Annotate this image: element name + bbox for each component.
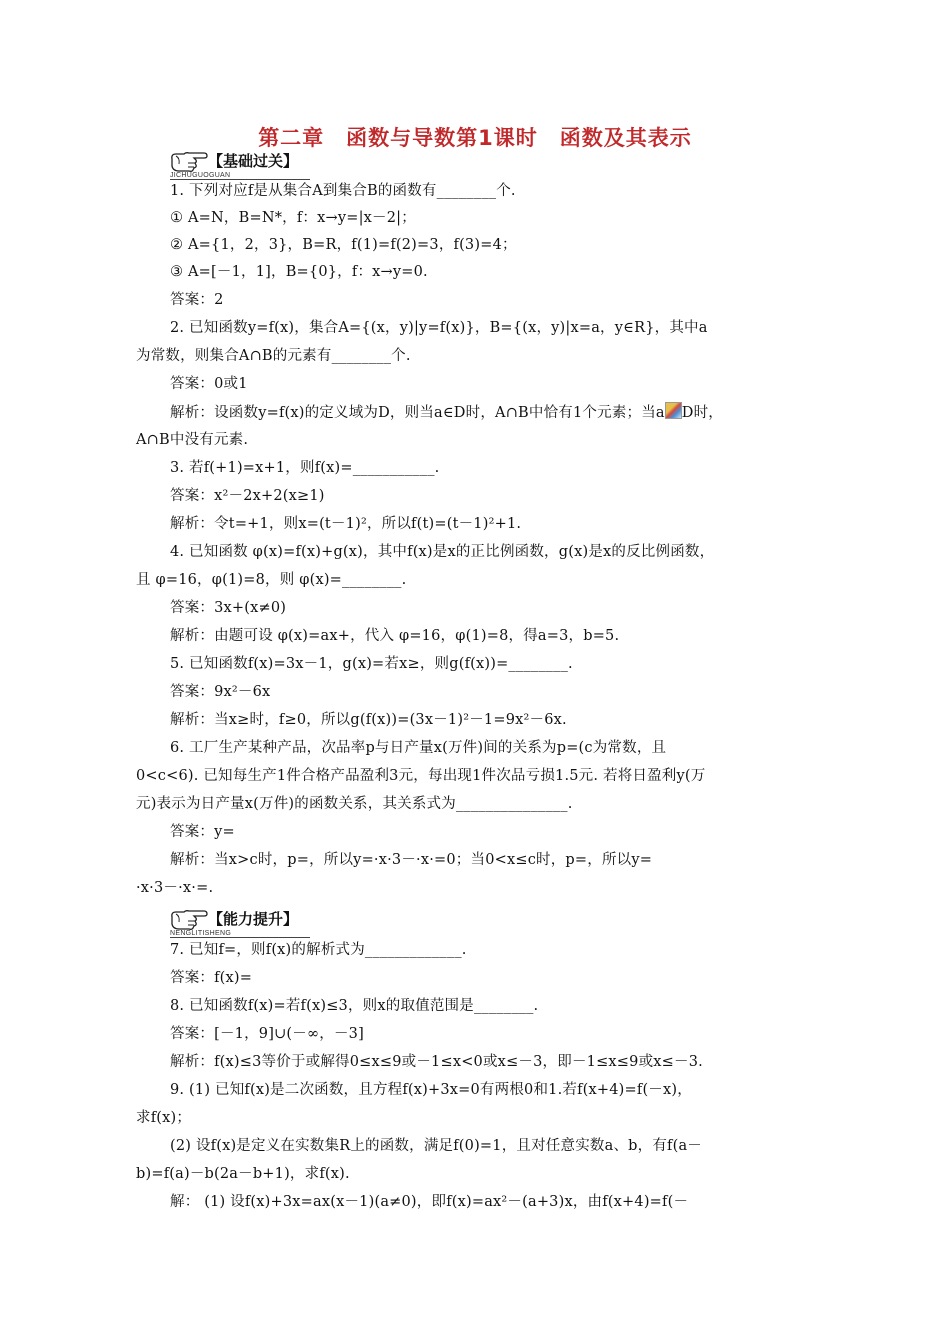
page-title: 第二章 函数与导数第1课时 函数及其表示	[258, 126, 692, 150]
answer-6: 答案：y=	[170, 824, 235, 840]
answer-1: 答案：2	[170, 292, 224, 308]
question-6-cont-1: 0<c<6). 已知每生产1件合格产品盈利3元，每出现1件次品亏损1.5元. 若将日盈利y(万	[136, 768, 706, 784]
section-title: 【基础过关】	[208, 152, 299, 170]
answer-7: 答案：f(x)=	[170, 970, 253, 986]
answer-3: 答案：x²－2x+2(x≥1)	[170, 488, 325, 504]
analysis-8: 解析：f(x)≤3等价于或解得0≤x≤9或－1≤x<0或x≤－3，即－1≤x≤9或x≤－3.	[170, 1054, 703, 1070]
question-4-cont: 且 φ=16，φ(1)=8，则 φ(x)=________.	[136, 572, 407, 588]
option-1: ① A=N，B=N*，f：x→y=|x－2|；	[170, 210, 416, 226]
analysis-6: 解析：当x>c时，p=，所以y=·x·3－·x·=0；当0<x≤c时，p=，所以y=	[170, 852, 653, 868]
solution-9: 解： (1) 设f(x)+3x=ax(x－1)(a≠0)，即f(x)=ax²－(a+3)x，由f(x+4)=f(－	[170, 1194, 689, 1210]
analysis-2-part2: D时，	[681, 405, 724, 421]
analysis-5: 解析：当x≥时，f≥0，所以g(f(x))=(3x－1)²－1=9x²－6x.	[170, 712, 567, 728]
pointing-hand-icon	[170, 908, 210, 932]
question-9-part2: (2) 设f(x)是定义在实数集R上的函数，满足f(0)=1，且对任意实数a、b，有f(a－	[170, 1138, 702, 1154]
question-5: 5. 已知函数f(x)=3x－1，g(x)=若x≥，则g(f(x))=________.	[170, 656, 573, 672]
analysis-6-cont: ·x·3－·x·=.	[136, 880, 214, 896]
section-divider	[170, 179, 310, 180]
question-6-cont-2: 元)表示为日产量x(万件)的函数关系，其关系式为_______________.	[136, 796, 573, 812]
answer-4: 答案：3x+(x≠0)	[170, 600, 287, 616]
question-8: 8. 已知函数f(x)=若f(x)≤3，则x的取值范围是________.	[170, 998, 539, 1014]
analysis-2	[170, 402, 723, 423]
question-4: 4. 已知函数 φ(x)=f(x)+g(x)，其中f(x)是x的正比例函数，g(x)是x的反比例函数，	[170, 544, 715, 560]
question-7: 7. 已知f=，则f(x)的解析式为_____________.	[170, 942, 467, 958]
broken-image-icon	[665, 402, 682, 419]
question-3: 3. 若f(+1)=x+1，则f(x)=___________.	[170, 460, 440, 476]
analysis-2-part1: 解析：设函数y=f(x)的定义域为D，则当a∈D时，A∩B中恰有1个元素；当a	[170, 405, 665, 421]
answer-2: 答案：0或1	[170, 376, 248, 392]
question-1: 1. 下列对应f是从集合A到集合B的函数有________个.	[170, 183, 516, 199]
option-3: ③ A=[－1，1]，B={0}，f：x→y=0.	[170, 264, 428, 280]
section-header-advanced	[170, 908, 350, 940]
question-9-cont: 求f(x)；	[136, 1110, 192, 1126]
answer-5: 答案：9x²－6x	[170, 684, 271, 700]
option-2: ② A={1，2，3}，B=R，f(1)=f(2)=3，f(3)=4；	[170, 237, 517, 253]
analysis-4: 解析：由题可设 φ(x)=ax+，代入 φ=16，φ(1)=8，得a=3，b=5.	[170, 628, 620, 644]
question-2: 2. 已知函数y=f(x)，集合A={(x，y)|y=f(x)}，B={(x，y)|x=a，y∈R}，其中a	[170, 320, 708, 336]
pointing-hand-icon	[170, 150, 210, 174]
question-6: 6. 工厂生产某种产品，次品率p与日产量x(万件)间的关系为p=(c为常数，且	[170, 740, 667, 756]
section-header-basic	[170, 150, 350, 182]
question-9-part2-cont: b)=f(a)－b(2a－b+1)，求f(x).	[136, 1166, 350, 1182]
question-9: 9. (1) 已知f(x)是二次函数，且方程f(x)+3x=0有两根0和1.若f(x+4)=f(－x)，	[170, 1082, 692, 1098]
analysis-2-cont: A∩B中没有元素.	[136, 432, 249, 448]
analysis-3: 解析：令t=+1，则x=(t－1)²，所以f(t)=(t－1)²+1.	[170, 516, 522, 532]
section-pinyin: JICHUGUOGUAN	[170, 172, 231, 179]
section-divider	[170, 937, 310, 938]
section-title: 【能力提升】	[208, 910, 299, 928]
answer-8: 答案：[－1，9]∪(－∞，－3]	[170, 1026, 364, 1042]
question-2-cont: 为常数，则集合A∩B的元素有________个.	[136, 348, 411, 364]
section-pinyin: NENGLITISHENG	[170, 930, 232, 937]
